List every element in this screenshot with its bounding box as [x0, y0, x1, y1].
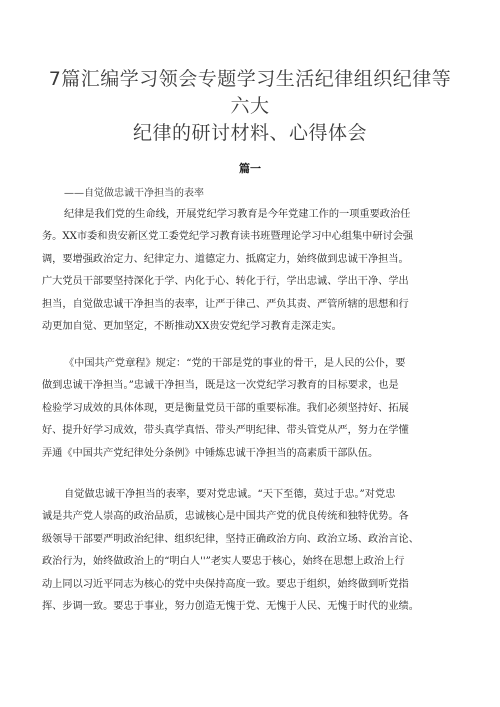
paragraph-line: 动更加自觉、更加坚定，不断推动XX贵安党纪学习教育走深走实。: [42, 320, 342, 332]
paragraph-line: 纪律是我们党的生命线，开展党纪学习教育是今年党建工作的一项重要政治任: [64, 209, 411, 220]
paragraph-line: 做到忠诚干净担当。”忠诚干净担当，既是这一次党纪学习教育的目标要求，也是: [42, 380, 399, 392]
paragraph-line: 好、提升好学习成效，带头真学真悟、带头严明纪律、带头管党从严，努力在学懂: [42, 425, 409, 437]
paragraph-1: [42, 204, 464, 338]
paragraph-line: 广大党员干部要坚持深化于学、内化于心、转化于行，学出忠诚、学出干净、学出: [42, 276, 409, 288]
title-line-1: 7篇汇编学习领会专题学习生活纪律组织纪律等六大: [48, 68, 452, 117]
paragraph-2: [42, 353, 464, 465]
paragraph-line: 弄通《中国共产党纪律处分条例》中锤炼忠诚干净担当的高素质干部队伍。: [42, 447, 379, 459]
paragraph-line: 政治行为，始终做政治上的“明白人''”老实人要忠于核心，始终在思想上政治上行: [42, 556, 405, 568]
paragraph-line: 担当，自觉做忠诚干净担当的表率，让严于律己、严负其责、严管所辖的思想和行: [42, 298, 409, 310]
paragraph-line: 自觉做忠诚干净担当的表率，要对党忠诚。“天下至德，莫过于忠。”对党忠: [64, 489, 396, 500]
section-heading: 篇一: [239, 162, 261, 175]
paragraph-line: 动上同以习近平同志为核心的党中央保持高度一致。要忠于组织，始终做到听党指: [42, 578, 409, 590]
document-title: [40, 66, 460, 147]
paragraph-line: 挥、步调一致。要忠于事业，努力创造无愧于党、无愧于人民、无愧于时代的业绩。: [42, 600, 419, 612]
paragraph-3: [42, 484, 464, 618]
title-line-2: 纪律的研讨材料、心得体会: [132, 122, 367, 144]
paragraph-line: 《中国共产党章程》规定：“党的干部是党的事业的骨干，是人民的公仆，要: [64, 358, 406, 369]
paragraph-line: 务。XX市委和贵安新区党工委党纪学习教育读书班暨理论学习中心组集中研讨会强: [42, 231, 414, 243]
paragraph-line: 诚是共产党人崇高的政治品质，忠诚核心是中国共产党的优良传统和独特优势。各: [42, 511, 409, 523]
section-subtitle: ——自觉做忠诚干净担当的表率: [64, 188, 204, 199]
paragraph-line: 检验学习成效的具体体现，更是衡量党员干部的重要标准。我们必须坚持好、拓展: [42, 402, 409, 414]
paragraph-line: 调，要增强政治定力、纪律定力、道德定力、抵腐定力，始终做到忠诚干净担当。: [42, 253, 409, 265]
paragraph-line: 级领导干部要严明政治纪律、组织纪律，坚持正确政治方向、政治立场、政治言论、: [42, 533, 419, 545]
